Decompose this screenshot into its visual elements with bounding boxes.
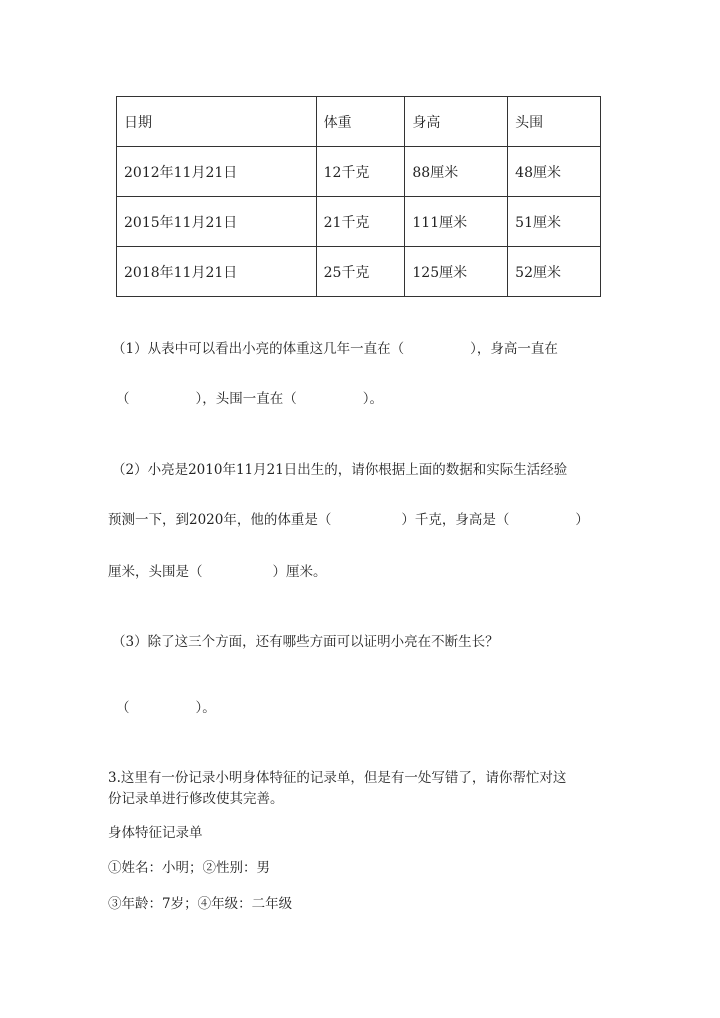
growth-record-table	[116, 96, 601, 297]
header-head-circumference: 头围	[508, 97, 601, 147]
section3-intro-line-1: 3.这里有一份记录小明身体特征的记录单，但是有一处写错了，请你帮忙对这	[108, 770, 567, 786]
cell-weight: 21千克	[316, 197, 405, 247]
q3-line-1: （3）除了这三个方面，还有哪些方面可以证明小亮在不断生长？	[112, 634, 499, 650]
cell-height: 111厘米	[405, 197, 508, 247]
section3-intro-line-2: 份记录单进行修改使其完善。	[108, 791, 284, 807]
cell-date: 2015年11月21日	[117, 197, 317, 247]
q1-line-2: （ ），头围一直在（ ）。	[116, 391, 383, 407]
header-height: 身高	[405, 97, 508, 147]
cell-height: 88厘米	[405, 147, 508, 197]
header-date: 日期	[117, 97, 317, 147]
q2-line-2: 预测一下，到2020年，他的体重是（ ）千克，身高是（ ）	[108, 512, 589, 528]
cell-weight: 12千克	[316, 147, 405, 197]
record-item-1: ①姓名：小明；②性别：男	[108, 860, 270, 876]
cell-date: 2018年11月21日	[117, 247, 317, 297]
cell-head-circumference: 51厘米	[508, 197, 601, 247]
table-row	[117, 147, 601, 197]
table-header-row	[117, 97, 601, 147]
record-sheet-title: 身体特征记录单	[108, 825, 203, 841]
q1-line-1: （1）从表中可以看出小亮的体重这几年一直在（ ），身高一直在	[112, 341, 558, 357]
record-item-2: ③年龄：7岁；④年级：二年级	[108, 896, 293, 912]
cell-height: 125厘米	[405, 247, 508, 297]
table-row	[117, 197, 601, 247]
cell-weight: 25千克	[316, 247, 405, 297]
q2-line-3: 厘米，头围是（ ）厘米。	[108, 564, 327, 580]
cell-head-circumference: 48厘米	[508, 147, 601, 197]
table-row	[117, 247, 601, 297]
header-weight: 体重	[316, 97, 405, 147]
q3-line-2: （ ）。	[116, 700, 216, 716]
cell-head-circumference: 52厘米	[508, 247, 601, 297]
q2-line-1: （2）小亮是2010年11月21日出生的，请你根据上面的数据和实际生活经验	[112, 462, 568, 478]
cell-date: 2012年11月21日	[117, 147, 317, 197]
